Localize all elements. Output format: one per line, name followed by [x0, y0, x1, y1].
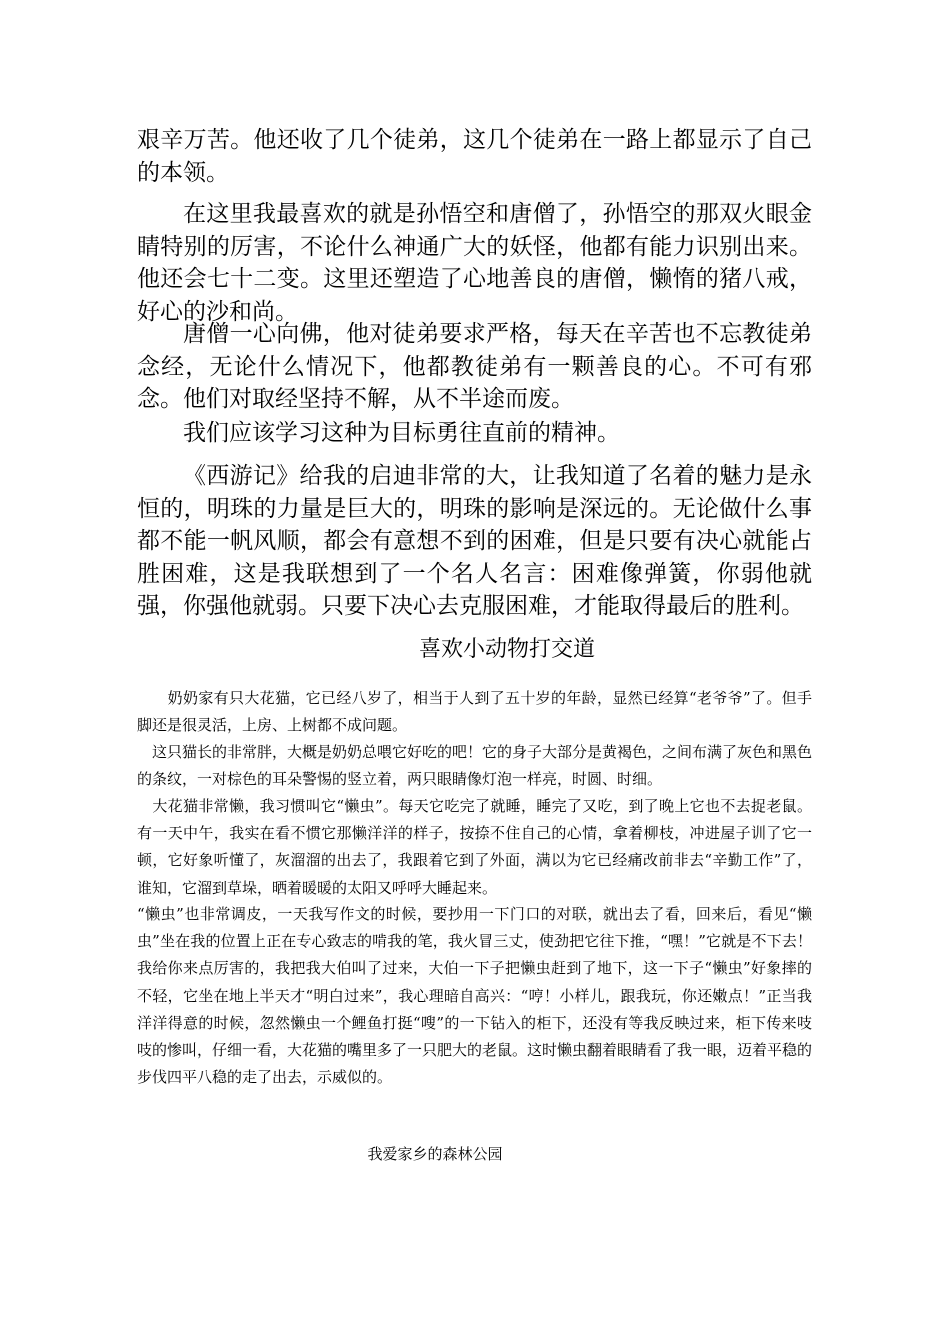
story-paragraph-1: 奶奶家有只大花猫，它已经八岁了，相当于人到了五十岁的年龄，显然已经算“老爷爷”了。但手脚还是很灵活，上房、上树都不成问题。 [137, 689, 812, 735]
essay-paragraph-5: 《西游记》给我的启迪非常的大，让我知道了名着的魅力是永恒的，明珠的力量是巨大的，明珠的影响是深远的。无论做什么事都不能一帆风顺，都会有意想不到的困难，但是只要有决心就能占胜困难，这是我联想到了一个名人名言：困难像弹簧，你弱他就强，你强他就弱。只要下决心去克服困难，才能取得最后的胜利。 [137, 463, 812, 619]
essay-paragraph-3: 唐僧一心向佛，他对徒弟要求严格，每天在辛苦也不忘教徒弟念经，无论什么情况下，他都教徒弟有一颗善良的心。不可有邪念。他们对取经坚持不解，从不半途而废。 [137, 321, 812, 412]
story-paragraph-3: 大花猫非常懒，我习惯叫它“懒虫”。每天它吃完了就睡，睡完了又吃，到了晚上它也不去捉老鼠。有一天中午，我实在看不惯它那懒洋洋的样子，按捺不住自己的心情，拿着柳枝，冲进屋子训了它一顿，它好象听懂了，灰溜溜的出去了，我跟着它到了外面，满以为它已经痛改前非去“辛勤工作”了，谁知，它溜到草垛，晒着暖暖的太阳又呼呼大睡起来。 [137, 797, 812, 897]
essay-paragraph-4: 我们应该学习这种为目标勇往直前的精神。 [183, 420, 620, 446]
story-paragraph-2: 这只猫长的非常胖，大概是奶奶总喂它好吃的吧！它的身子大部分是黄褐色，之间布满了灰色和黑色的条纹，一对棕色的耳朵警惕的竖立着，两只眼睛像灯泡一样亮，时圆、时细。 [137, 743, 813, 789]
next-section-title: 我爱家乡的森林公园 [367, 1145, 503, 1163]
story-title: 喜欢小动物打交道 [418, 637, 595, 662]
story-paragraph-4: “懒虫”也非常调皮，一天我写作文的时候，要抄用一下门口的对联，就出去了看，回来后，看见“懒虫”坐在我的位置上正在专心致志的啃我的笔，我火冒三丈，使劲把它往下推，“嘿！”它就是不下去！我给你来点厉害的，我把我大伯叫了过来，大伯一下子把懒虫赶到了地下，这一下子“懒虫”好象摔的不轻，它坐在地上半天才“明白过来”，我心理暗自高兴：“哼！小样儿，跟我玩，你还嫩点！”正当我洋洋得意的时候，忽然懒虫一个鲤鱼打挺“嗖”的一下钻入的柜下，还没有等我反映过来，柜下传来吱吱的惨叫，仔细一看，大花猫的嘴里多了一只肥大的老鼠。这时懒虫翻着眼睛看了我一眼，迈着平稳的步伐四平八稳的走了出去，示威似的。 [137, 905, 813, 1087]
essay-paragraph-1: 艰辛万苦。他还收了几个徒弟，这几个徒弟在一路上都显示了自己的本领。 [137, 127, 812, 186]
essay-paragraph-2: 在这里我最喜欢的就是孙悟空和唐僧了，孙悟空的那双火眼金睛特别的厉害，不论什么神通广大的妖怪，他都有能力识别出来。他还会七十二变。这里还塑造了心地善良的唐僧，懒惰的猪八戒，好心的沙和尚。 [137, 201, 812, 325]
